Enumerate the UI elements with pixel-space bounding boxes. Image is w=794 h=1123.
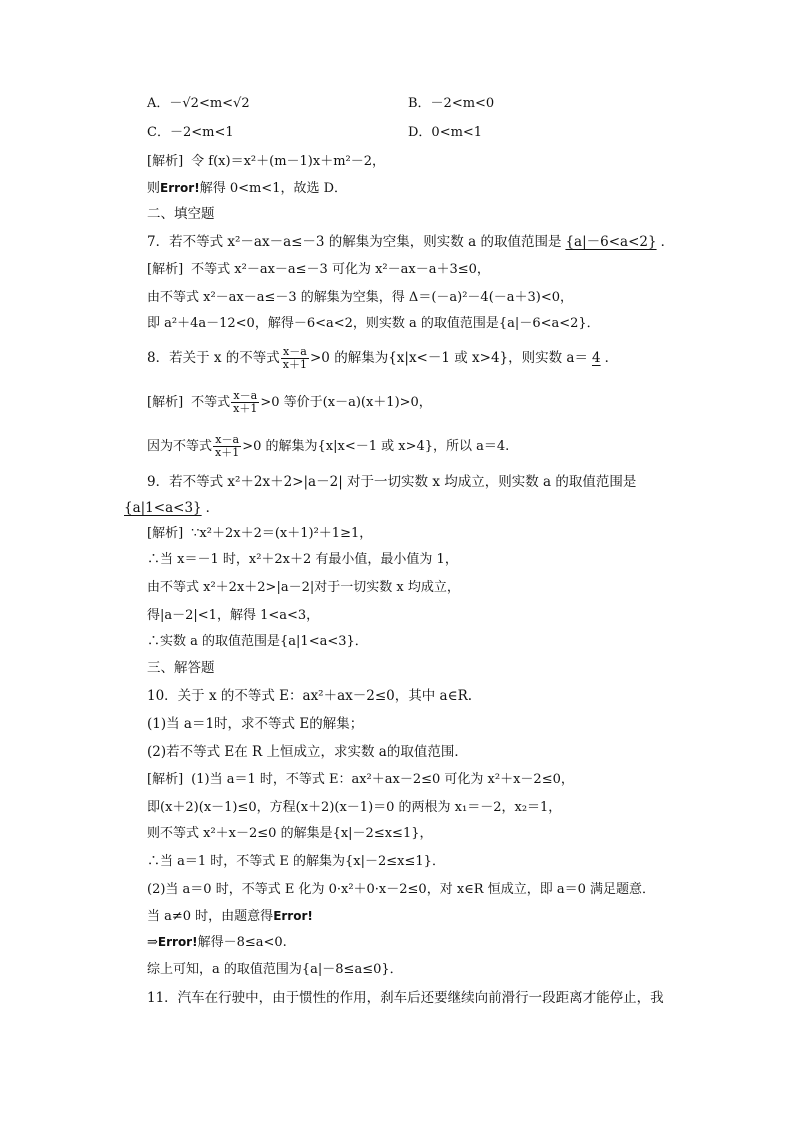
question-text: >0 的解集为{x|x<－1 或 x>4}，则实数 a＝ [310, 350, 588, 366]
analysis-text: 不等式 x²－ax－a≤－3 可化为 x²－ax－a＋3≤0， [191, 262, 490, 277]
analysis-text: >0 等价于(x－a)(x＋1)>0， [260, 395, 432, 410]
analysis-text: 不等式 [191, 395, 231, 410]
analysis-text: ⇒ [147, 935, 158, 950]
analysis-text: ∵x²＋2x＋2＝(x＋1)²＋1≥1， [191, 526, 373, 541]
error-placeholder: Error! [157, 935, 198, 949]
q7-analysis-line-1 [147, 262, 490, 278]
q9-analysis-line-3: 由不等式 x²＋2x＋2>|a－2|对于一切实数 x 均成立， [147, 580, 460, 595]
punct: ． [604, 350, 619, 366]
q10-analysis-line-7 [147, 934, 287, 951]
analysis-tag: [解析] [147, 772, 184, 787]
punct: ． [660, 234, 675, 250]
fraction-numerator: x－a [231, 390, 259, 403]
section-heading-solve: 三、解答题 [147, 660, 215, 676]
q10-part-1: (1)当 a＝1时，求不等式 E的解集； [147, 716, 364, 732]
q9-analysis-line-2: ∴当 x＝－1 时，x²＋2x＋2 有最小值，最小值为 1， [147, 552, 458, 567]
fraction-denominator: x＋1 [215, 446, 240, 459]
q9-analysis-line-5: ∴实数 a 的取值范围是{a|1<a<3}． [147, 634, 368, 649]
fraction [281, 346, 309, 371]
section-heading-fill-in: 二、填空题 [147, 206, 215, 222]
punct: ． [205, 500, 220, 516]
q10-analysis-line-2: 即(x＋2)(x－1)≤0，方程(x＋2)(x－1)＝0 的两根为 x₁＝－2，x₂＝1， [147, 800, 562, 815]
option-a: A．－√2<m<√2 [147, 96, 250, 111]
option-b: B．－2<m<0 [408, 96, 495, 111]
analysis-tag: [解析] [147, 526, 184, 541]
q7-analysis-line-3: 即 a²＋4a－12<0，解得－6<a<2，则实数 a 的取值范围是{a|－6<a<2}． [147, 316, 600, 331]
analysis-text: 因为不等式 [147, 439, 213, 454]
q10-analysis-line-6 [147, 908, 313, 925]
error-placeholder: Error! [160, 181, 200, 195]
q9-analysis-line-4: 得|a－2|<1，解得 1<a<3， [147, 608, 320, 623]
analysis-text: 解得－8≤a<0. [197, 935, 287, 950]
error-placeholder: Error! [273, 909, 313, 923]
fraction-numerator: x－a [281, 346, 309, 359]
q7-analysis-line-2: 由不等式 x²－ax－a≤－3 的解集为空集，得 Δ＝(－a)²－4(－a＋3)<0， [147, 290, 574, 305]
analysis-tag: [解析] [147, 395, 184, 410]
fraction [231, 390, 259, 415]
analysis-tag: [解析] [147, 262, 184, 277]
analysis-text: 解得 0<m<1，故选 D． [199, 181, 348, 196]
q8-analysis-line-2 [147, 434, 509, 459]
fraction-denominator: x＋1 [282, 358, 307, 371]
analysis-text: 令 f(x)＝x²＋(m－1)x＋m²－2， [191, 154, 386, 169]
q9-stem: 9．若不等式 x²＋2x＋2>|a－2| 对于一切实数 x 均成立，则实数 a 的取值范围是 [147, 474, 637, 490]
q6-analysis-line-2 [147, 180, 347, 197]
q8-analysis-line-1 [147, 390, 432, 415]
analysis-text: 则 [147, 181, 161, 196]
q7-stem [147, 234, 674, 250]
q10-part-2: (2)若不等式 E在 R 上恒成立，求实数 a的取值范围． [147, 744, 468, 760]
q6-analysis-line-1 [147, 154, 385, 170]
answer-blank: 4 [591, 350, 601, 366]
q10-analysis-line-8: 综上可知，a 的取值范围为{a|－8≤a≤0}． [147, 962, 403, 977]
q11-stem: 11．汽车在行驶中，由于惯性的作用，刹车后还要继续向前滑行一段距离才能停止，我 [147, 990, 664, 1006]
analysis-tag: [解析] [147, 154, 184, 169]
question-text: 8．若关于 x 的不等式 [147, 350, 280, 366]
q10-analysis-line-5: (2)当 a＝0 时，不等式 E 化为 0·x²＋0·x－2≤0，对 x∈R 恒成立，即 a＝0 满足题意． [147, 882, 655, 897]
analysis-text: >0 的解集为{x|x<－1 或 x>4}，所以 a＝4. [242, 439, 510, 454]
q10-stem: 10．关于 x 的不等式 E：ax²＋ax－2≤0，其中 a∈R. [147, 688, 473, 704]
fraction [213, 434, 241, 459]
analysis-text: (1)当 a＝1 时，不等式 E：ax²＋ax－2≤0 可化为 x²＋x－2≤0， [191, 772, 574, 787]
q10-analysis-line-1 [147, 772, 574, 788]
option-d: D．0<m<1 [408, 125, 483, 140]
analysis-text: 当 a≠0 时，由题意得 [147, 909, 274, 924]
fraction-denominator: x＋1 [233, 402, 258, 415]
question-text: 7．若不等式 x²－ax－a≤－3 的解集为空集，则实数 a 的取值范围是 [147, 234, 562, 250]
option-c: C．－2<m<1 [147, 125, 234, 140]
q8-stem [147, 346, 618, 371]
q9-analysis-line-1 [147, 526, 372, 542]
q10-analysis-line-4: ∴当 a＝1 时，不等式 E 的解集为{x|－2≤x≤1}． [147, 854, 445, 869]
answer-blank: {a|1<a<3} [124, 500, 202, 516]
q10-analysis-line-3: 则不等式 x²＋x－2≤0 的解集是{x|－2≤x≤1}， [147, 826, 433, 841]
fraction-numerator: x－a [213, 434, 241, 447]
q9-answer-line [120, 500, 219, 516]
answer-blank: {a|－6<a<2} [565, 234, 657, 250]
